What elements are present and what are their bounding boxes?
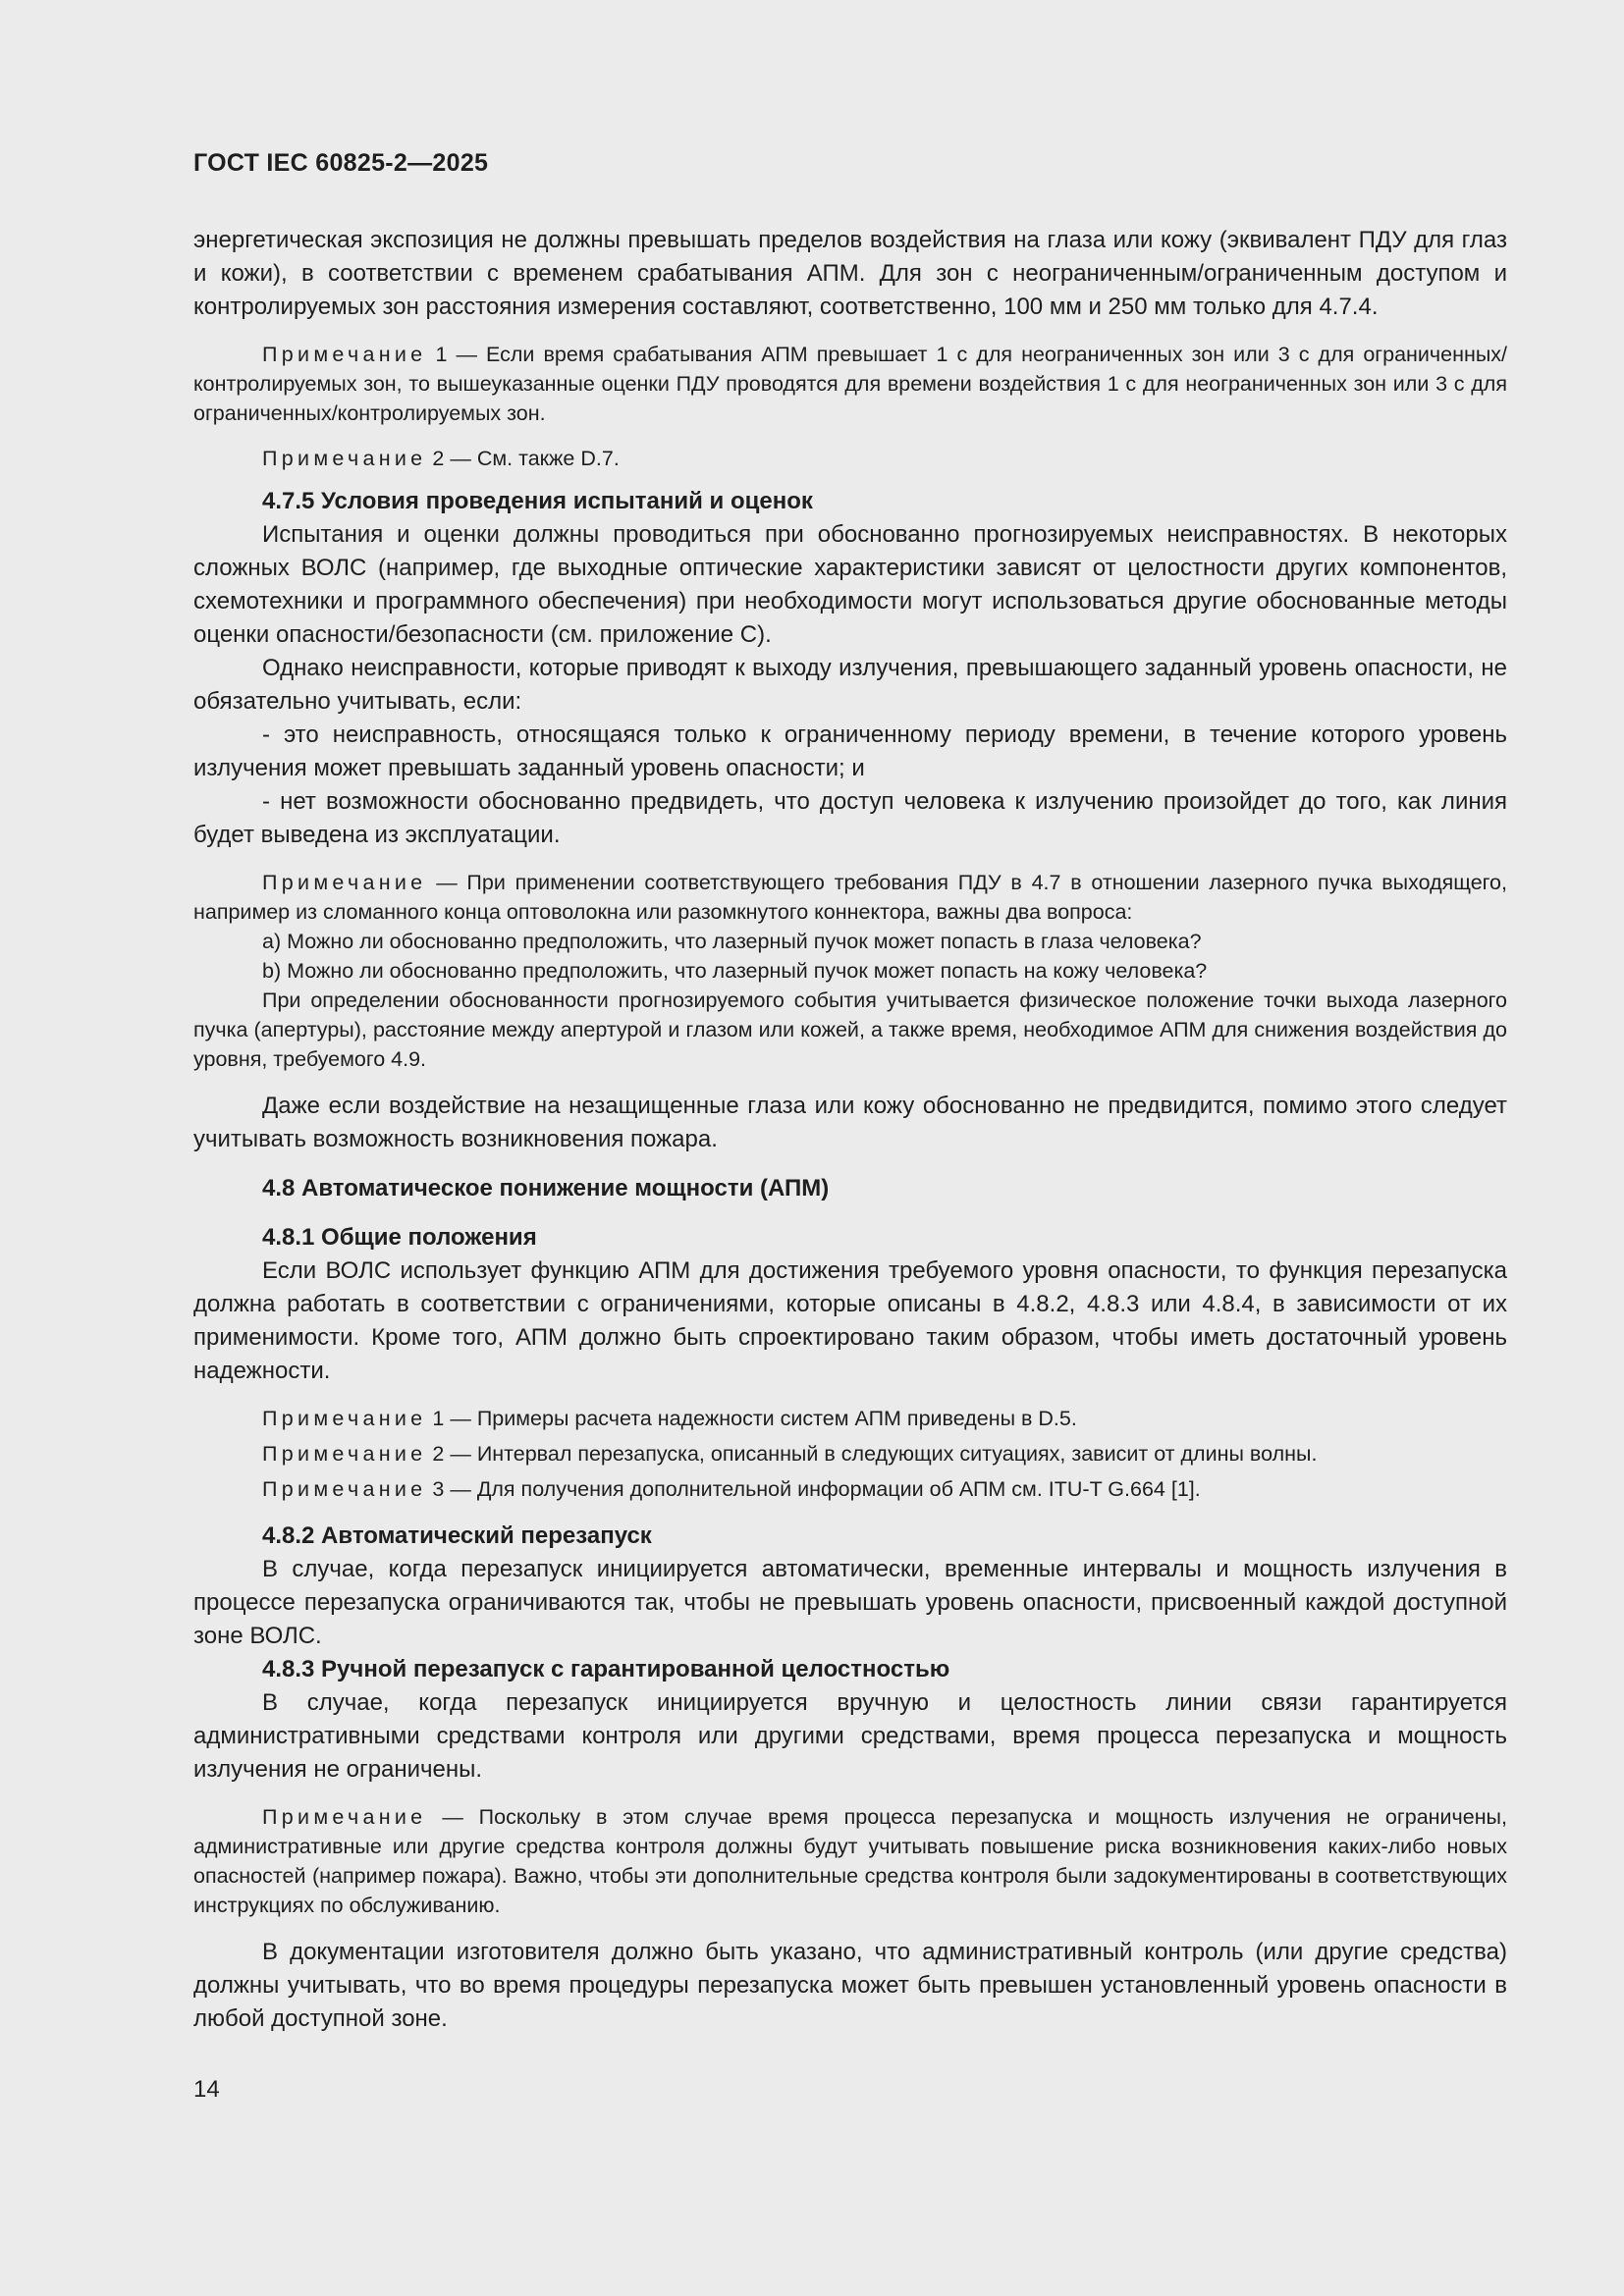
section-heading-4-8-1: 4.8.1 Общие положения	[262, 1224, 537, 1251]
paragraph-fire-risk: Даже если воздействие на незащищенные глаза или кожу обоснованно не предвидится, помимо этого следует учитывать возможность возникновения пожара.	[193, 1093, 1507, 1152]
note-text: 2 — Интервал перезапуска, описанный в следующих ситуациях, зависит от длины волны.	[426, 1442, 1318, 1466]
note-foreseeability: При определении обоснованности прогнозируемого события учитывается физическое положение точки выхода лазерного пучка (апертуры), расстояние между апертурой и глазом или кожей, а также время, необходимое АПМ для снижения воздействия до уровня, требуемого 4.9.	[193, 988, 1507, 1071]
note-laser-beam	[193, 868, 1507, 927]
note-4-8-1-3	[193, 1474, 1507, 1504]
paragraph-4-8-2: В случае, когда перезапуск инициируется автоматически, временные интервалы и мощность излучения в процессе перезапуска ограничиваются так, чтобы не превышать уровень опасности, присвоенный каждой доступной зоне ВОЛС.	[193, 1556, 1507, 1649]
note-label: Примечание	[262, 1477, 427, 1501]
note-text: 3 — Для получения дополнительной информации об АПМ см. ITU-T G.664 [1].	[426, 1477, 1201, 1501]
section-heading-4-8-2: 4.8.2 Автоматический перезапуск	[262, 1522, 652, 1549]
note-4-8-3	[193, 1802, 1507, 1920]
note-2-see-d7	[193, 444, 1507, 473]
note-label: Примечание	[262, 1442, 427, 1466]
paragraph-4-7-5-faults: Однако неисправности, которые приводят к выходу излучения, превышающего заданный уровень опасности, не обязательно учитывать, если:	[193, 655, 1507, 715]
section-heading-4-8-3: 4.8.3 Ручной перезапуск с гарантированной целостностью	[262, 1656, 950, 1682]
note-text: 1 — Примеры расчета надежности систем АПМ приведены в D.5.	[426, 1407, 1077, 1430]
document-body	[193, 224, 1507, 2036]
note-1-aps-time	[193, 340, 1507, 428]
note-4-8-1-1	[193, 1404, 1507, 1433]
note-text: 2 — См. также D.7.	[426, 447, 620, 470]
note-label: Примечание	[262, 1805, 427, 1829]
paragraph-exposure-limits: энергетическая экспозиция не должны превышать пределов воздействия на глаза или кожу (эквивалент ПДУ для глаз и кожи), в соответствии с временем срабатывания АПМ. Для зон с неограниченным/ограниченным доступом и контролируемых зон расстояния измерения составляют, соответственно, 100 мм и 250 мм только для 4.7.4.	[193, 227, 1507, 320]
note-label: Примечание	[262, 447, 427, 470]
paragraph-4-8-1: Если ВОЛС использует функцию АПМ для достижения требуемого уровня опасности, то функция перезапуска должна работать в соответствии с ограничениями, которые описаны в 4.8.2, 4.8.3 или 4.8.4, в зависимости от их применимости. Кроме того, АПМ должно быть спроектировано таким образом, чтобы иметь достаточный уровень надежности.	[193, 1257, 1507, 1384]
section-heading-4-7-5: 4.7.5 Условия проведения испытаний и оценок	[262, 488, 813, 514]
note-label: Примечание	[262, 343, 427, 366]
list-item-limited-period: - это неисправность, относящаяся только к ограниченному периоду времени, в течение которого уровень излучения может превышать заданный уровень опасности; и	[193, 721, 1507, 781]
list-item-unforeseeable-access: - нет возможности обоснованно предвидеть, что доступ человека к излучению произойдет до того, как линия будет выведена из эксплуатации.	[193, 788, 1507, 848]
note-text: — Поскольку в этом случае время процесса перезапуска и мощность излучения не ограничены, административные или другие средства контроля должны будут учитывать повышение риска возникновения каких-либо новых опасностей (например пожара). Важно, чтобы эти дополнительные средства контроля были задокументированы в соответствующих инструкциях по обслуживанию.	[193, 1805, 1507, 1917]
paragraph-4-8-3: В случае, когда перезапуск инициируется вручную и целостность линии связи гарантируется административными средствами контроля или другими средствами, время процесса перезапуска и мощность излучения не ограничены.	[193, 1689, 1507, 1783]
page-number: 14	[193, 2076, 220, 2103]
paragraph-documentation: В документации изготовителя должно быть указано, что административный контроль (или другие средства) должны учитывать, что во время процедуры перезапуска может быть превышен установленный уровень опасности в любой доступной зоне.	[193, 1939, 1507, 2032]
note-question-b: b) Можно ли обоснованно предположить, что лазерный пучок может попасть на кожу человека?	[262, 959, 1208, 983]
note-text: 1 — Если время срабатывания АПМ превышает 1 с для неограниченных зон или 3 с для ограниченных/контролируемых зон, то вышеуказанные оценки ПДУ проводятся для времени воздействия 1 с для неограниченных зон или 3 с для ограниченных/контролируемых зон.	[193, 343, 1507, 425]
note-text: — При применении соответствующего требования ПДУ в 4.7 в отношении лазерного пучка выходящего, например из сломанного конца оптоволокна или разомкнутого коннектора, важны два вопроса:	[193, 871, 1507, 924]
note-4-8-1-2	[193, 1439, 1507, 1468]
note-label: Примечание	[262, 871, 427, 894]
section-heading-4-8: 4.8 Автоматическое понижение мощности (АПМ)	[262, 1175, 830, 1201]
document-header: ГОСТ IEC 60825-2—2025	[193, 149, 489, 177]
paragraph-4-7-5-tests: Испытания и оценки должны проводиться при обоснованно прогнозируемых неисправностях. В некоторых сложных ВОЛС (например, где выходные оптические характеристики зависят от целостности других компонентов, схемотехники и программного обеспечения) при необходимости могут использоваться другие обоснованные методы оценки опасности/безопасности (см. приложение С).	[193, 521, 1507, 648]
note-label: Примечание	[262, 1407, 427, 1430]
note-question-a: a) Можно ли обоснованно предположить, что лазерный пучок может попасть в глаза человека?	[262, 930, 1202, 953]
